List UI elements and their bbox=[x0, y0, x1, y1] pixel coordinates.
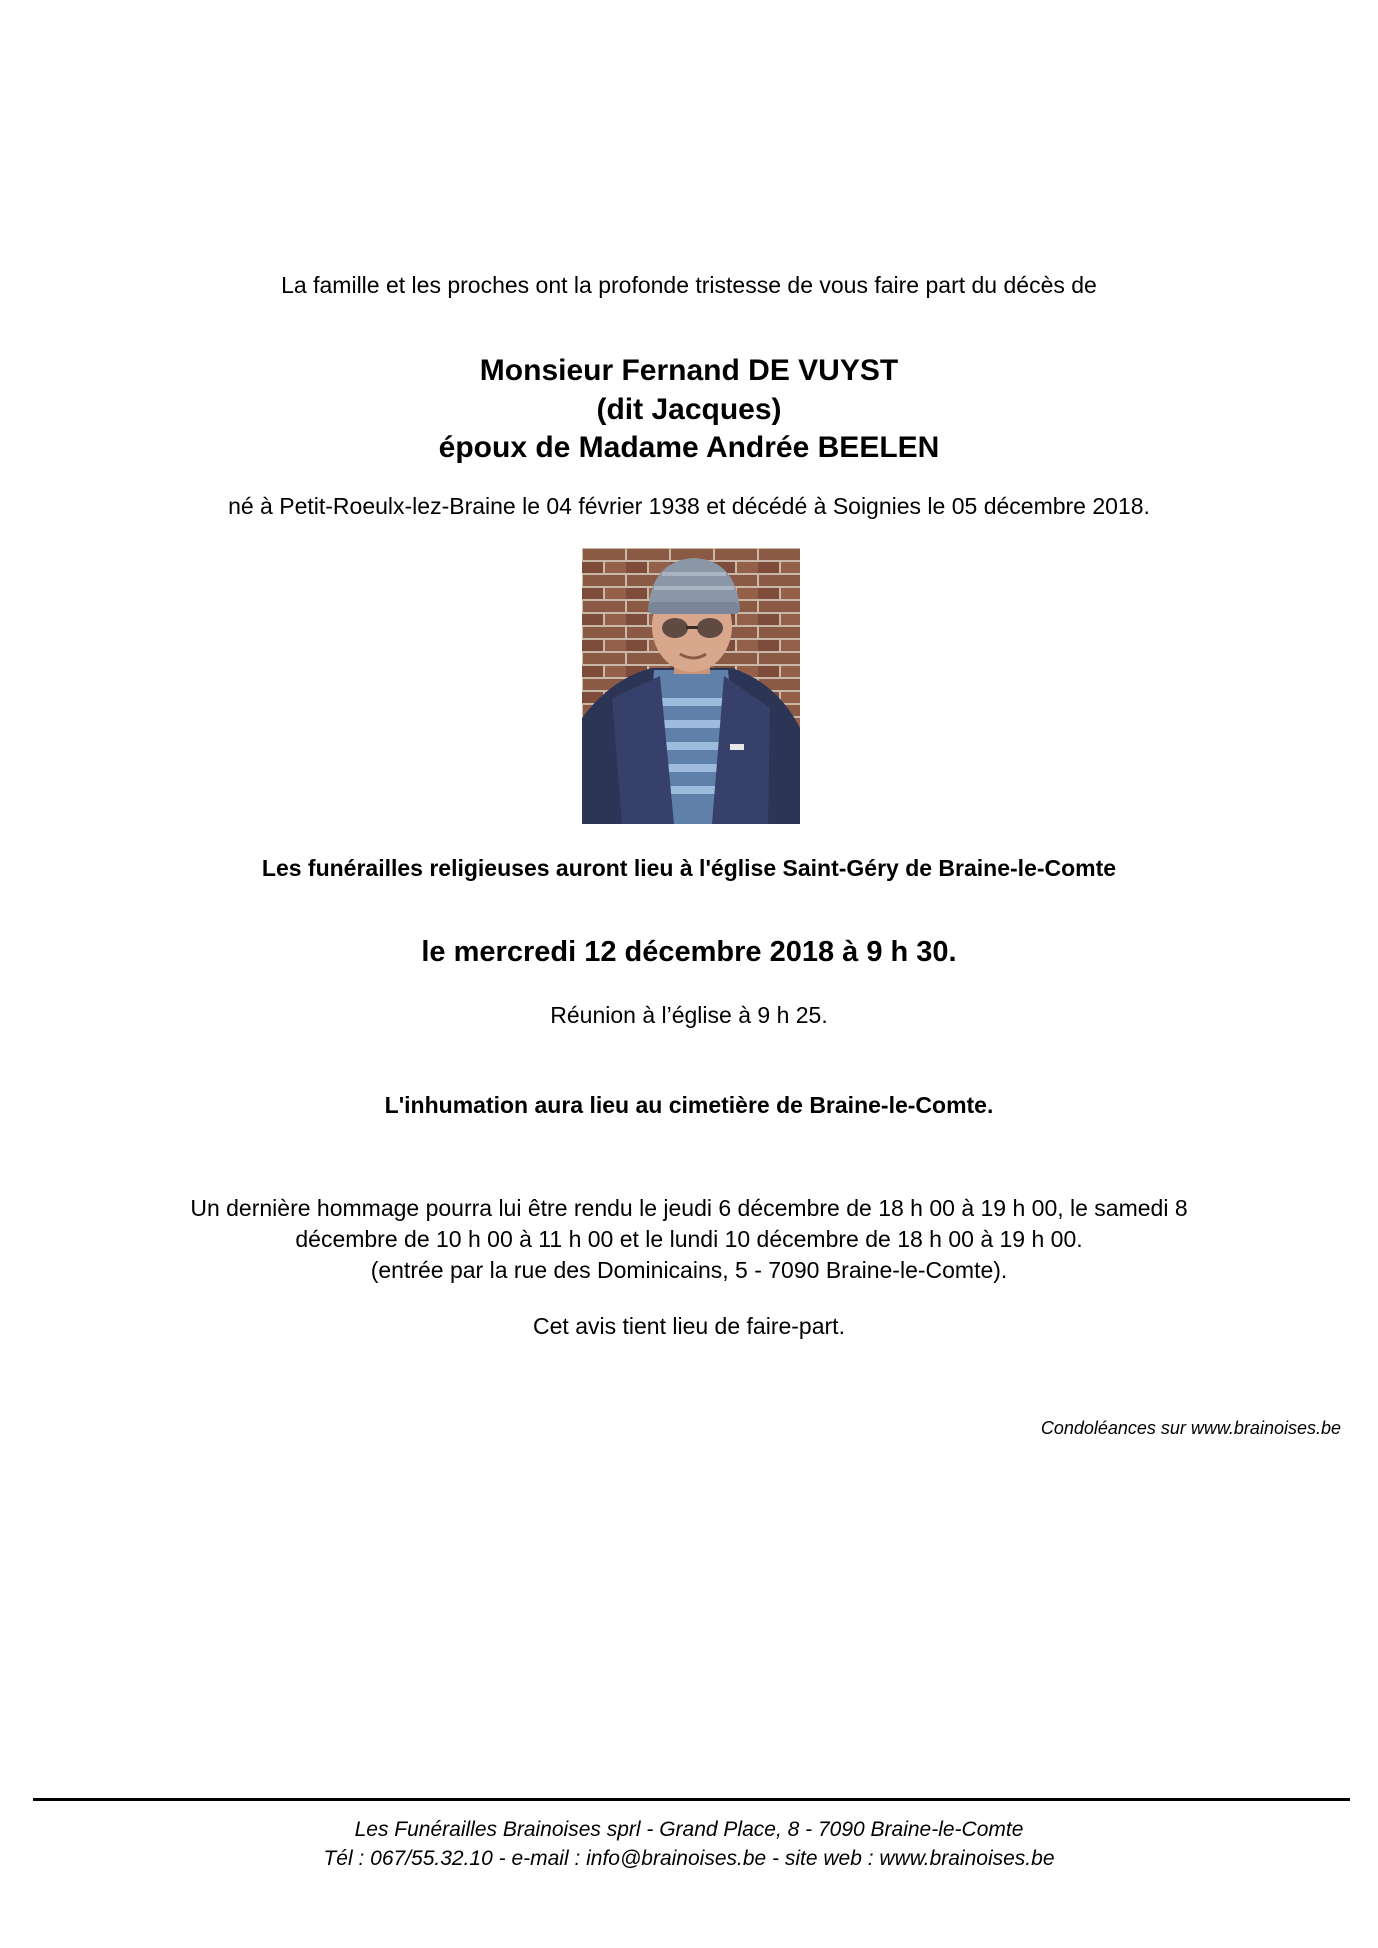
deceased-nickname: (dit Jacques) bbox=[596, 393, 782, 426]
tribute-address: (entrée par la rue des Dominicains, 5 - 7090 Braine-le-Comte). bbox=[370, 1257, 1008, 1283]
gathering-time: Réunion à l’église à 9 h 25. bbox=[550, 1002, 828, 1028]
birth-death-line: né à Petit-Roeulx-lez-Braine le 04 février 1938 et décédé à Soignies le 05 décembre 2018. bbox=[228, 493, 1150, 519]
spouse-line: époux de Madame Andrée BEELEN bbox=[438, 431, 940, 464]
notice-line: Cet avis tient lieu de faire-part. bbox=[533, 1313, 845, 1339]
funeral-location: Les funérailles religieuses auront lieu à l'église Saint-Géry de Braine-le-Comte bbox=[261, 855, 1117, 881]
deceased-name: Monsieur Fernand DE VUYST bbox=[479, 354, 899, 387]
burial-info: L'inhumation aura lieu au cimetière de Braine-le-Comte. bbox=[384, 1092, 994, 1118]
funeral-date: le mercredi 12 décembre 2018 à 9 h 30. bbox=[421, 936, 957, 968]
tribute-line-1: Un dernière hommage pourra lui être rendu le jeudi 6 décembre de 18 h 00 à 19 h 00, le samedi 8 bbox=[190, 1195, 1188, 1221]
footer-divider bbox=[33, 1798, 1350, 1801]
portrait-photo bbox=[582, 548, 800, 824]
intro-text: La famille et les proches ont la profonde tristesse de vous faire part du décès de bbox=[281, 272, 1097, 298]
tribute-line-2: décembre de 10 h 00 à 11 h 00 et le lundi 10 décembre de 18 h 00 à 19 h 00. bbox=[295, 1226, 1083, 1252]
footer-company: Les Funérailles Brainoises sprl - Grand Place, 8 - 7090 Braine-le-Comte bbox=[354, 1818, 1024, 1841]
condolences-link[interactable]: Condoléances sur www.brainoises.be bbox=[1040, 1418, 1341, 1438]
footer-contact: Tél : 067/55.32.10 - e-mail : info@brainoises.be - site web : www.brainoises.be bbox=[323, 1847, 1055, 1870]
